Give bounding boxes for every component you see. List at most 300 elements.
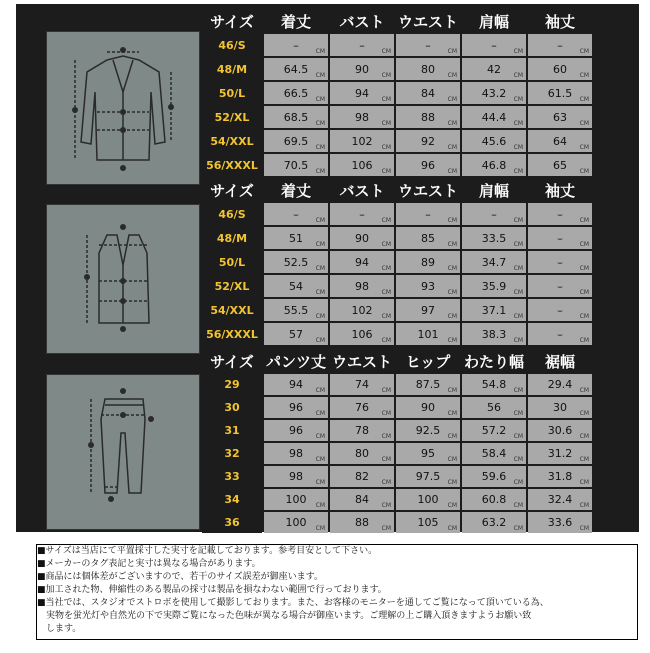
vest-table-row	[202, 323, 592, 345]
pants-value-cell	[396, 374, 460, 395]
unit-label: CM	[315, 241, 325, 248]
jacket-value-cell	[396, 106, 460, 128]
pants-value-cell	[330, 489, 394, 510]
unit-label: CM	[315, 410, 325, 417]
cell-value: 102	[351, 134, 373, 148]
cell-value: 58.4	[481, 447, 507, 460]
unit-label: CM	[315, 72, 325, 79]
vest-value-cell	[330, 203, 394, 225]
pants-value-cell	[396, 466, 460, 487]
vest-value-cell	[528, 323, 592, 345]
unit-label: CM	[579, 120, 589, 127]
note-line: ■サイズは当店にて平置採寸した実寸を記載しております。参考目安として下さい。	[37, 546, 378, 556]
jacket-value-cell	[330, 58, 394, 80]
unit-label: CM	[381, 502, 391, 509]
jacket-header-cell: 肩幅	[462, 10, 526, 32]
unit-label: CM	[513, 48, 523, 55]
cell-value: –	[425, 207, 431, 221]
unit-label: CM	[315, 48, 325, 55]
vest-value-cell	[330, 275, 394, 297]
pants-value-cell	[330, 443, 394, 464]
unit-label: CM	[381, 410, 391, 417]
unit-label: CM	[315, 289, 325, 296]
unit-label: CM	[513, 433, 523, 440]
vest-value-cell	[396, 275, 460, 297]
unit-label: CM	[579, 144, 589, 151]
jacket-size-label: 50/L	[202, 82, 262, 104]
unit-label: CM	[381, 217, 391, 224]
unit-label: CM	[447, 120, 457, 127]
vest-table-row	[202, 227, 592, 249]
jacket-size-label: 54/XXL	[202, 130, 262, 152]
cell-value: 63.2	[481, 516, 507, 529]
unit-label: CM	[513, 502, 523, 509]
cell-value: 68.5	[283, 110, 309, 124]
cell-value: 44.4	[481, 110, 507, 124]
unit-label: CM	[513, 72, 523, 79]
pants-value-cell	[396, 420, 460, 441]
cell-value: –	[425, 38, 431, 52]
unit-label: CM	[381, 48, 391, 55]
unit-label: CM	[381, 479, 391, 486]
unit-label: CM	[513, 144, 523, 151]
vest-size-label: 50/L	[202, 251, 262, 273]
cell-value: –	[557, 279, 563, 293]
cell-value: 70.5	[283, 158, 309, 172]
vest-table-row	[202, 275, 592, 297]
unit-label: CM	[381, 313, 391, 320]
unit-label: CM	[513, 337, 523, 344]
vest-value-cell	[264, 299, 328, 321]
pants-header-cell: ウエスト	[330, 350, 394, 372]
pants-value-cell	[330, 466, 394, 487]
unit-label: CM	[579, 456, 589, 463]
pants-diagram	[46, 374, 200, 530]
cell-value: 98	[289, 470, 303, 483]
unit-label: CM	[513, 120, 523, 127]
unit-label: CM	[513, 241, 523, 248]
cell-value: 106	[351, 327, 373, 341]
cell-value: 33.5	[481, 231, 507, 245]
unit-label: CM	[579, 217, 589, 224]
unit-label: CM	[513, 313, 523, 320]
vest-value-cell	[264, 251, 328, 273]
cell-value: 88	[421, 110, 435, 124]
cell-value: 105	[417, 516, 439, 529]
cell-value: 78	[355, 424, 369, 437]
jacket-value-cell	[528, 82, 592, 104]
unit-label: CM	[447, 265, 457, 272]
unit-label: CM	[579, 48, 589, 55]
vest-value-cell	[264, 203, 328, 225]
cell-value: 64.5	[283, 62, 309, 76]
jacket-value-cell	[528, 58, 592, 80]
unit-label: CM	[381, 265, 391, 272]
jacket-value-cell	[396, 130, 460, 152]
vest-header-cell: サイズ	[202, 179, 262, 201]
cell-value: 96	[289, 401, 303, 414]
unit-label: CM	[513, 479, 523, 486]
cell-value: 30.6	[547, 424, 573, 437]
pants-table-row	[202, 397, 592, 418]
vest-value-cell	[528, 251, 592, 273]
vest-value-cell	[396, 227, 460, 249]
jacket-value-cell	[462, 154, 526, 176]
cell-value: 37.1	[481, 303, 507, 317]
unit-label: CM	[513, 265, 523, 272]
pants-header-cell: 裾幅	[528, 350, 592, 372]
pants-value-cell	[528, 466, 592, 487]
jacket-table-row	[202, 58, 592, 80]
pants-value-cell	[264, 420, 328, 441]
jacket-value-cell	[396, 82, 460, 104]
jacket-size-label: 52/XL	[202, 106, 262, 128]
cell-value: 95	[421, 447, 435, 460]
pants-table-row	[202, 489, 592, 510]
cell-value: 80	[355, 447, 369, 460]
cell-value: 93	[421, 279, 435, 293]
note-line: ■当社では、スタジオでストロボを使用して撮影しております。また、お客様のモニターを通してご覧になって頂いている為、	[37, 598, 549, 608]
vest-value-cell	[462, 251, 526, 273]
unit-label: CM	[447, 387, 457, 394]
pants-value-cell	[462, 489, 526, 510]
cell-value: 60	[553, 62, 567, 76]
pants-size-label: 32	[202, 443, 262, 464]
vest-value-cell	[396, 299, 460, 321]
pants-table-row	[202, 512, 592, 533]
jacket-value-cell	[330, 106, 394, 128]
cell-value: 54	[289, 279, 303, 293]
unit-label: CM	[447, 72, 457, 79]
note-line: します。	[37, 624, 82, 634]
unit-label: CM	[315, 337, 325, 344]
pants-value-cell	[462, 397, 526, 418]
cell-value: 57.2	[481, 424, 507, 437]
cell-value: 106	[351, 158, 373, 172]
pants-value-cell	[264, 466, 328, 487]
cell-value: 80	[421, 62, 435, 76]
note-line: ■メーカーのタグ表記と実寸は異なる場合があります。	[37, 559, 261, 569]
unit-label: CM	[381, 120, 391, 127]
unit-label: CM	[447, 313, 457, 320]
unit-label: CM	[381, 168, 391, 175]
cell-value: –	[557, 327, 563, 341]
unit-label: CM	[447, 456, 457, 463]
cell-value: 43.2	[481, 86, 507, 100]
unit-label: CM	[381, 241, 391, 248]
jacket-value-cell	[264, 82, 328, 104]
cell-value: 92.5	[415, 424, 441, 437]
pants-value-cell	[462, 374, 526, 395]
cell-value: 74	[355, 378, 369, 391]
unit-label: CM	[579, 387, 589, 394]
unit-label: CM	[381, 144, 391, 151]
jacket-outline-icon	[47, 32, 199, 184]
cell-value: 69.5	[283, 134, 309, 148]
cell-value: 52.5	[283, 255, 309, 269]
unit-label: CM	[447, 96, 457, 103]
pants-size-label: 29	[202, 374, 262, 395]
cell-value: 57	[289, 327, 303, 341]
unit-label: CM	[315, 525, 325, 532]
cell-value: 92	[421, 134, 435, 148]
cell-value: 100	[285, 516, 307, 529]
jacket-value-cell	[330, 82, 394, 104]
unit-label: CM	[315, 456, 325, 463]
unit-label: CM	[381, 456, 391, 463]
cell-value: 100	[417, 493, 439, 506]
vest-value-cell	[264, 323, 328, 345]
vest-value-cell	[462, 299, 526, 321]
pants-header-cell: サイズ	[202, 350, 262, 372]
vest-size-label: 56/XXXL	[202, 323, 262, 345]
jacket-value-cell	[396, 154, 460, 176]
pants-value-cell	[528, 489, 592, 510]
cell-value: 98	[355, 110, 369, 124]
cell-value: –	[293, 38, 299, 52]
unit-label: CM	[381, 289, 391, 296]
cell-value: 100	[285, 493, 307, 506]
vest-value-cell	[462, 203, 526, 225]
unit-label: CM	[447, 217, 457, 224]
note-line: ■加工された物、伸縮性のある製品の採寸は製品を損なわない範囲で行っております。	[37, 585, 387, 595]
vest-table-row	[202, 203, 592, 225]
cell-value: 46.8	[481, 158, 507, 172]
unit-label: CM	[381, 433, 391, 440]
unit-label: CM	[381, 387, 391, 394]
cell-value: 64	[553, 134, 567, 148]
unit-label: CM	[513, 456, 523, 463]
unit-label: CM	[447, 168, 457, 175]
pants-header-cell: わたり幅	[462, 350, 526, 372]
cell-value: 94	[289, 378, 303, 391]
cell-value: 31.2	[547, 447, 573, 460]
pants-header-cell: ヒップ	[396, 350, 460, 372]
unit-label: CM	[447, 241, 457, 248]
vest-size-label: 46/S	[202, 203, 262, 225]
cell-value: 96	[289, 424, 303, 437]
vest-value-cell	[528, 203, 592, 225]
cell-value: –	[557, 38, 563, 52]
unit-label: CM	[447, 289, 457, 296]
unit-label: CM	[315, 168, 325, 175]
pants-value-cell	[462, 512, 526, 533]
jacket-table-row	[202, 34, 592, 56]
jacket-value-cell	[528, 130, 592, 152]
pants-value-cell	[396, 397, 460, 418]
jacket-value-cell	[528, 34, 592, 56]
unit-label: CM	[513, 217, 523, 224]
pants-outline-icon	[47, 375, 199, 529]
unit-label: CM	[381, 96, 391, 103]
note-line: ■商品には個体差がございますので、若干のサイズ誤差が御座います。	[37, 572, 323, 582]
pants-value-cell	[462, 420, 526, 441]
pants-size-label: 34	[202, 489, 262, 510]
vest-value-cell	[330, 323, 394, 345]
jacket-table-row	[202, 82, 592, 104]
cell-value: 34.7	[481, 255, 507, 269]
pants-value-cell	[396, 512, 460, 533]
cell-value: 42	[487, 62, 501, 76]
pants-table-row	[202, 374, 592, 395]
unit-label: CM	[447, 525, 457, 532]
cell-value: –	[491, 207, 497, 221]
cell-value: 84	[421, 86, 435, 100]
pants-size-label: 30	[202, 397, 262, 418]
jacket-value-cell	[264, 154, 328, 176]
pants-value-cell	[528, 420, 592, 441]
pants-value-cell	[462, 443, 526, 464]
jacket-value-cell	[330, 154, 394, 176]
vest-value-cell	[396, 203, 460, 225]
vest-size-label: 54/XXL	[202, 299, 262, 321]
cell-value: 89	[421, 255, 435, 269]
unit-label: CM	[447, 433, 457, 440]
jacket-value-cell	[462, 82, 526, 104]
vest-size-table	[200, 177, 594, 347]
pants-value-cell	[528, 443, 592, 464]
vest-value-cell	[330, 251, 394, 273]
unit-label: CM	[579, 72, 589, 79]
cell-value: 76	[355, 401, 369, 414]
pants-header-cell: パンツ丈	[264, 350, 328, 372]
unit-label: CM	[381, 72, 391, 79]
unit-label: CM	[315, 433, 325, 440]
unit-label: CM	[579, 479, 589, 486]
vest-value-cell	[528, 227, 592, 249]
vest-value-cell	[264, 227, 328, 249]
cell-value: 97.5	[415, 470, 441, 483]
jacket-header-cell: サイズ	[202, 10, 262, 32]
unit-label: CM	[579, 502, 589, 509]
pants-value-cell	[330, 512, 394, 533]
unit-label: CM	[381, 337, 391, 344]
cell-value: 94	[355, 255, 369, 269]
vest-value-cell	[396, 251, 460, 273]
cell-value: 82	[355, 470, 369, 483]
vest-header-cell: 着丈	[264, 179, 328, 201]
jacket-value-cell	[330, 130, 394, 152]
vest-header-cell: ウエスト	[396, 179, 460, 201]
unit-label: CM	[513, 96, 523, 103]
jacket-value-cell	[462, 130, 526, 152]
cell-value: 59.6	[481, 470, 507, 483]
vest-header-cell: 袖丈	[528, 179, 592, 201]
unit-label: CM	[579, 96, 589, 103]
cell-value: –	[557, 303, 563, 317]
unit-label: CM	[579, 265, 589, 272]
unit-label: CM	[447, 337, 457, 344]
cell-value: 84	[355, 493, 369, 506]
unit-label: CM	[579, 289, 589, 296]
unit-label: CM	[447, 48, 457, 55]
vest-header-cell: 肩幅	[462, 179, 526, 201]
vest-value-cell	[462, 323, 526, 345]
vest-value-cell	[528, 299, 592, 321]
cell-value: 90	[355, 62, 369, 76]
jacket-size-table	[200, 8, 594, 178]
pants-value-cell	[528, 397, 592, 418]
cell-value: 88	[355, 516, 369, 529]
pants-value-cell	[264, 512, 328, 533]
vest-value-cell	[264, 275, 328, 297]
unit-label: CM	[447, 502, 457, 509]
unit-label: CM	[447, 479, 457, 486]
pants-table-row	[202, 466, 592, 487]
jacket-value-cell	[264, 34, 328, 56]
cell-value: 90	[355, 231, 369, 245]
cell-value: 66.5	[283, 86, 309, 100]
unit-label: CM	[579, 433, 589, 440]
pants-value-cell	[264, 374, 328, 395]
unit-label: CM	[315, 387, 325, 394]
vest-table-row	[202, 251, 592, 273]
cell-value: –	[491, 38, 497, 52]
jacket-value-cell	[462, 106, 526, 128]
cell-value: 45.6	[481, 134, 507, 148]
unit-label: CM	[513, 168, 523, 175]
vest-diagram	[46, 204, 200, 354]
pants-size-label: 36	[202, 512, 262, 533]
cell-value: 65	[553, 158, 567, 172]
vest-value-cell	[462, 227, 526, 249]
pants-value-cell	[396, 443, 460, 464]
cell-value: –	[557, 207, 563, 221]
unit-label: CM	[579, 337, 589, 344]
vest-size-label: 48/M	[202, 227, 262, 249]
pants-value-cell	[264, 397, 328, 418]
cell-value: 33.6	[547, 516, 573, 529]
unit-label: CM	[447, 144, 457, 151]
cell-value: 55.5	[283, 303, 309, 317]
vest-size-label: 52/XL	[202, 275, 262, 297]
cell-value: 29.4	[547, 378, 573, 391]
jacket-header-cell: バスト	[330, 10, 394, 32]
cell-value: 63	[553, 110, 567, 124]
jacket-header-cell: 袖丈	[528, 10, 592, 32]
cell-value: 98	[355, 279, 369, 293]
unit-label: CM	[315, 265, 325, 272]
cell-value: –	[359, 207, 365, 221]
cell-value: 102	[351, 303, 373, 317]
unit-label: CM	[579, 410, 589, 417]
pants-value-cell	[264, 489, 328, 510]
unit-label: CM	[513, 410, 523, 417]
jacket-value-cell	[330, 34, 394, 56]
cell-value: –	[359, 38, 365, 52]
cell-value: 60.8	[481, 493, 507, 506]
vest-value-cell	[330, 299, 394, 321]
vest-value-cell	[528, 275, 592, 297]
cell-value: 98	[289, 447, 303, 460]
jacket-size-label: 46/S	[202, 34, 262, 56]
cell-value: 38.3	[481, 327, 507, 341]
jacket-value-cell	[462, 58, 526, 80]
jacket-value-cell	[462, 34, 526, 56]
cell-value: –	[293, 207, 299, 221]
cell-value: 32.4	[547, 493, 573, 506]
jacket-value-cell	[264, 130, 328, 152]
cell-value: 96	[421, 158, 435, 172]
unit-label: CM	[315, 479, 325, 486]
cell-value: 31.8	[547, 470, 573, 483]
pants-value-cell	[264, 443, 328, 464]
cell-value: 97	[421, 303, 435, 317]
pants-table-row	[202, 443, 592, 464]
unit-label: CM	[579, 525, 589, 532]
unit-label: CM	[579, 168, 589, 175]
cell-value: 56	[487, 401, 501, 414]
